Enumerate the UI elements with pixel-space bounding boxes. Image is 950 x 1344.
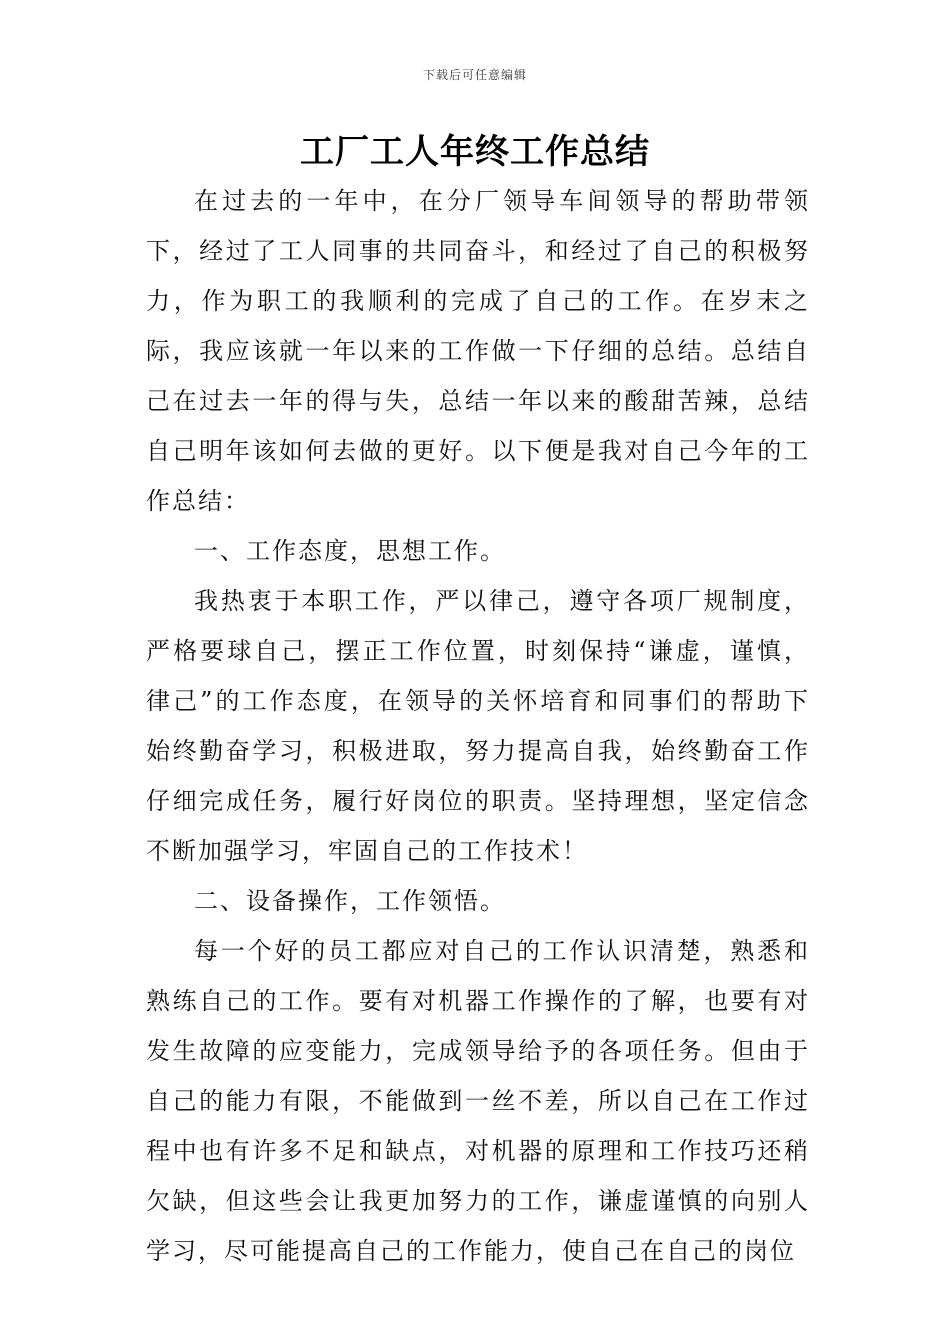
section-heading-1: 一、工作态度，思想工作。 [194, 537, 506, 565]
section-heading-2: 二、设备操作，工作领悟。 [194, 887, 506, 915]
header-note: 下载后可任意编辑 [422, 68, 527, 82]
paragraph-equipment: 每一个好的员工都应对自己的工作认识清楚，熟悉和熟练自己的工作。要有对机器工作操作的了解，也要有对发生故障的应变能力，完成领导给予的各项任务。但由于自己的能力有限，不能做到一丝不差，所以自己在工作过程中也有许多不足和缺点，对机器的原理和工作技巧还稍欠缺，但这些会让我更加努力的工作，谦虚谨慎的向别人学习，尽可能提高自己的工作能力，使自己在自己的岗位 [146, 937, 810, 1265]
paragraph-attitude: 我热衷于本职工作，严以律己，遵守各项厂规制度，严格要球自己，摆正工作位置，时刻保持“谦虚，谨慎，律己”的工作态度，在领导的关怀培育和同事们的帮助下始终勤奋学习，积极进取，努力提高自我，始终勤奋工作仔细完成任务，履行好岗位的职责。坚持理想，坚定信念不断加强学习，牢固自己的工作技术！ [146, 587, 810, 865]
document-body [146, 176, 810, 1276]
paragraph-intro: 在过去的一年中，在分厂领导车间领导的帮助带领下，经过了工人同事的共同奋斗，和经过了自己的积极努力，作为职工的我顺利的完成了自己的工作。在岁末之际，我应该就一年以来的工作做一下仔细的总结。总结自己在过去一年的得与失，总结一年以来的酸甜苦辣，总结自己明年该如何去做的更好。以下便是我对自己今年的工作总结： [146, 187, 810, 515]
document-title: 工厂工人年终工作总结 [300, 132, 650, 172]
